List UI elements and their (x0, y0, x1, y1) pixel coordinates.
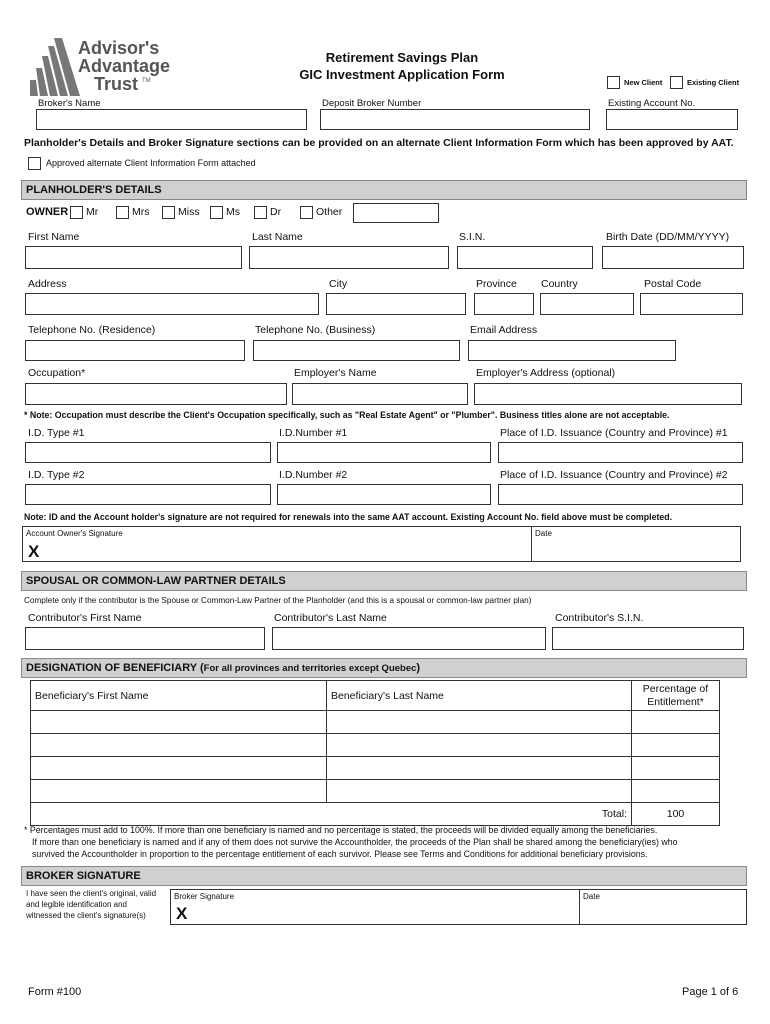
broker-text-2: and legible identification and (26, 900, 127, 909)
alt-form-checkbox[interactable] (28, 157, 41, 170)
page-number: Page 1 of 6 (682, 986, 739, 998)
total-row (31, 803, 720, 826)
country-label: Country (541, 278, 578, 290)
spousal-note: Complete only if the contributor is the Spouse or Common-Law Partner of the Planholder (and this is a spousal or common-law partner plan) (24, 596, 532, 605)
birth-date-label: Birth Date (DD/MM/YYYY) (606, 231, 730, 243)
owner-date-field[interactable] (531, 526, 741, 562)
beneficiary-pct-cell[interactable] (632, 734, 720, 757)
title-miss-checkbox[interactable] (162, 206, 175, 219)
table-row (31, 711, 720, 734)
logo-tm: TM (142, 78, 151, 84)
id-place1-input[interactable] (498, 442, 743, 463)
last-name-label: Last Name (252, 231, 303, 243)
beneficiary-note-3: survived the Accountholder in proportion to the percentage entitlement of each survivor. Please see Terms and Conditions for additional beneficiary provisions. (32, 849, 648, 859)
new-client-label: New Client (624, 78, 663, 87)
beneficiary-first-cell[interactable] (31, 734, 327, 757)
title-miss-label: Miss (178, 206, 200, 218)
existing-account-input[interactable] (606, 109, 738, 130)
address-input[interactable] (25, 293, 319, 315)
form-title-1: Retirement Savings Plan (325, 50, 479, 65)
employer-address-input[interactable] (474, 383, 742, 405)
beneficiary-pct-cell[interactable] (632, 780, 720, 803)
first-name-input[interactable] (25, 246, 242, 269)
address-label: Address (28, 278, 67, 290)
beneficiary-header-end: ) (416, 662, 421, 674)
city-label: City (329, 278, 348, 290)
planholder-header: PLANHOLDER'S DETAILS (21, 180, 747, 200)
province-input[interactable] (474, 293, 534, 315)
sin-input[interactable] (457, 246, 593, 269)
beneficiary-last-cell[interactable] (327, 734, 632, 757)
table-row (31, 780, 720, 803)
pct-header-line1: Percentage of (642, 682, 709, 695)
logo (28, 38, 188, 98)
beneficiary-header-text: DESIGNATION OF BENEFICIARY ( (26, 662, 204, 674)
id-place1-label: Place of I.D. Issuance (Country and Province) #1 (500, 427, 728, 439)
employer-input[interactable] (292, 383, 468, 405)
title-dr-label: Dr (270, 206, 282, 218)
broker-date-label: Date (583, 892, 600, 901)
tel-bus-input[interactable] (253, 340, 460, 361)
birth-date-input[interactable] (602, 246, 744, 269)
id-num1-input[interactable] (277, 442, 491, 463)
title-other-label: Other (316, 206, 343, 218)
logo-line2: Advantage (78, 56, 171, 76)
logo-line3: Trust (94, 74, 139, 94)
spousal-header: SPOUSAL OR COMMON-LAW PARTNER DETAILS (21, 571, 747, 591)
last-name-input[interactable] (249, 246, 449, 269)
form-number: Form #100 (28, 986, 82, 998)
beneficiary-note-2: If more than one beneficiary is named and if any of them does not survive the Accountholder, the proceeds of the Plan shall be shared among the beneficiary(ies) who (32, 837, 678, 847)
existing-account-label: Existing Account No. (608, 98, 696, 109)
deposit-broker-label: Deposit Broker Number (322, 98, 422, 109)
broker-signature-label: Broker Signature (174, 892, 235, 901)
id-num2-label: I.D.Number #2 (279, 469, 348, 481)
title-ms-label: Ms (226, 206, 240, 218)
contributor-first-label: Contributor's First Name (28, 612, 142, 624)
pct-header-line2: Entitlement* (647, 695, 704, 708)
form-title-2: GIC Investment Application Form (299, 67, 505, 82)
id-type1-input[interactable] (25, 442, 271, 463)
beneficiary-last-cell[interactable] (327, 711, 632, 734)
logo-line1: Advisor's (78, 38, 160, 58)
alt-form-notice: Planholder's Details and Broker Signature sections can be provided on an alternate Client Information Form which has been approved by AAT. (24, 137, 734, 149)
title-other-checkbox[interactable] (300, 206, 313, 219)
beneficiary-note-1: * Percentages must add to 100%. If more than one beneficiary is named and no percentage is stated, the proceeds will be divided equally among the beneficiaries. (24, 825, 658, 835)
tel-bus-label: Telephone No. (Business) (255, 324, 376, 336)
occupation-input[interactable] (25, 383, 287, 405)
table-row (31, 734, 720, 757)
title-mr-checkbox[interactable] (70, 206, 83, 219)
beneficiary-pct-header (632, 681, 720, 711)
broker-name-label: Broker's Name (38, 98, 101, 109)
beneficiary-pct-cell[interactable] (632, 757, 720, 780)
beneficiary-last-cell[interactable] (327, 757, 632, 780)
email-input[interactable] (468, 340, 676, 361)
logo-mark-icon (28, 38, 80, 96)
id-type2-input[interactable] (25, 484, 271, 505)
beneficiary-first-cell[interactable] (31, 711, 327, 734)
broker-name-input[interactable] (36, 109, 307, 130)
email-label: Email Address (470, 324, 538, 336)
beneficiary-last-header: Beneficiary's Last Name (327, 681, 632, 711)
owner-date-label: Date (535, 529, 552, 538)
contributor-first-input[interactable] (25, 627, 265, 650)
broker-signature-x: X (176, 904, 188, 923)
contributor-last-label: Contributor's Last Name (274, 612, 387, 624)
title-mr-label: Mr (86, 206, 99, 218)
beneficiary-header (21, 658, 747, 678)
tel-res-label: Telephone No. (Residence) (28, 324, 156, 336)
owner-signature-x: X (28, 542, 40, 561)
beneficiary-last-cell[interactable] (327, 780, 632, 803)
postal-label: Postal Code (644, 278, 702, 290)
province-label: Province (476, 278, 517, 290)
existing-client-label: Existing Client (687, 78, 740, 87)
contributor-sin-label: Contributor's S.I.N. (555, 612, 644, 624)
broker-header: BROKER SIGNATURE (21, 866, 747, 886)
owner-signature-label: Account Owner's Signature (26, 529, 123, 538)
beneficiary-table-header (31, 681, 720, 711)
id-type2-label: I.D. Type #2 (28, 469, 85, 481)
new-client-checkbox[interactable] (607, 76, 620, 89)
city-input[interactable] (326, 293, 466, 315)
id-place2-input[interactable] (498, 484, 743, 505)
id-note: Note: ID and the Account holder's signature are not required for renewals into the same AAT account. Existing Account No. field above must be completed. (24, 512, 673, 522)
country-input[interactable] (540, 293, 634, 315)
employer-label: Employer's Name (294, 367, 377, 379)
postal-input[interactable] (640, 293, 743, 315)
id-type1-label: I.D. Type #1 (28, 427, 85, 439)
id-place2-label: Place of I.D. Issuance (Country and Province) #2 (500, 469, 728, 481)
title-mrs-checkbox[interactable] (116, 206, 129, 219)
sin-label: S.I.N. (459, 231, 486, 243)
total-label: Total: (31, 803, 632, 826)
contributor-last-input[interactable] (272, 627, 546, 650)
title-other-input[interactable] (353, 203, 439, 223)
owner-label: OWNER (26, 206, 69, 218)
title-dr-checkbox[interactable] (254, 206, 267, 219)
id-num1-label: I.D.Number #1 (279, 427, 348, 439)
title-ms-checkbox[interactable] (210, 206, 223, 219)
tel-res-input[interactable] (25, 340, 245, 361)
title-mrs-label: Mrs (132, 206, 150, 218)
occupation-note: * Note: Occupation must describe the Client's Occupation specifically, such as "Real Estate Agent" or "Plumber". Business titles alone are not acceptable. (24, 410, 670, 420)
occupation-label: Occupation* (28, 367, 86, 379)
beneficiary-header-note: For all provinces and territories except Quebec (203, 663, 417, 674)
beneficiary-pct-cell[interactable] (632, 711, 720, 734)
existing-client-checkbox[interactable] (670, 76, 683, 89)
beneficiary-first-header: Beneficiary's First Name (31, 681, 327, 711)
id-num2-input[interactable] (277, 484, 491, 505)
total-value: 100 (632, 803, 720, 826)
broker-text-3: witnessed the client's signature(s) (26, 911, 146, 920)
contributor-sin-input[interactable] (552, 627, 744, 650)
broker-date-field[interactable] (579, 889, 747, 925)
beneficiary-first-cell[interactable] (31, 757, 327, 780)
table-row (31, 757, 720, 780)
broker-text-1: I have seen the client's original, valid (26, 889, 157, 898)
beneficiary-first-cell[interactable] (31, 780, 327, 803)
beneficiary-table (30, 680, 720, 826)
employer-address-label: Employer's Address (optional) (476, 367, 616, 379)
deposit-broker-input[interactable] (320, 109, 590, 130)
alt-form-checkbox-label: Approved alternate Client Information Form attached (46, 158, 256, 168)
first-name-label: First Name (28, 231, 80, 243)
